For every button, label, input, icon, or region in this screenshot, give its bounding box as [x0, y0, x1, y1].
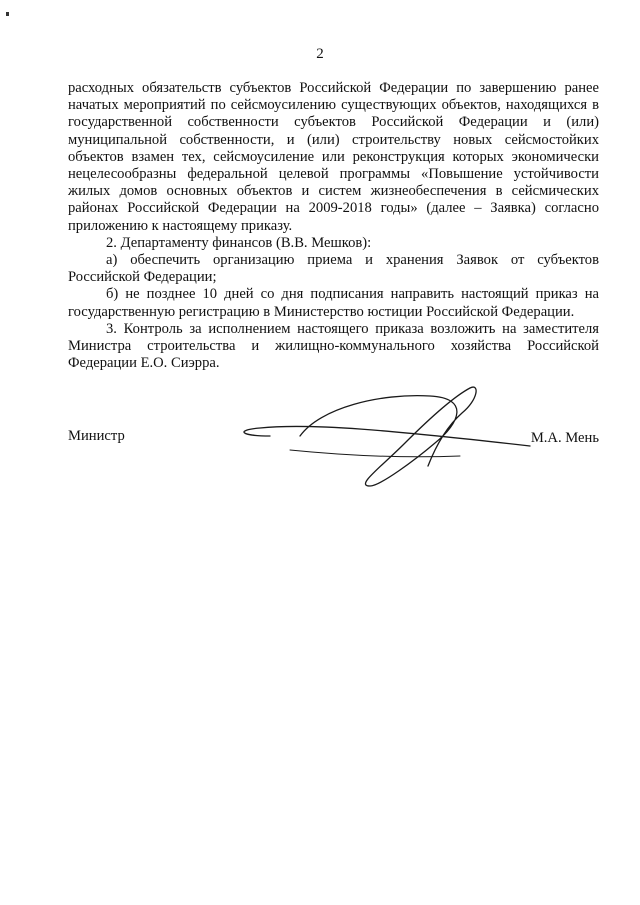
signer-title: Министр	[68, 428, 125, 444]
scan-mark	[6, 12, 9, 16]
paragraph-item-2b: б) не позднее 10 дней со дня подписания направить настоящий приказ на государственную регистрацию в Министерство юстиции Российской Федерации.	[68, 286, 599, 320]
signer-name: М.А. Мень	[530, 430, 599, 446]
paragraph-item-3: 3. Контроль за исполнением настоящего приказа возложить на заместителя Министра строительства и жилищно-коммунального хозяйства Российской Федерации Е.О. Сиэрра.	[68, 320, 599, 372]
paragraph-item-2: 2. Департаменту финансов (В.В. Мешков):	[106, 234, 372, 251]
handwritten-signature	[230, 378, 540, 493]
paragraph-continuation: расходных обязательств субъектов Российской Федерации по завершению ранее начатых мероприятий по сейсмоусилению существующих объектов, находящихся в государственной собственности субъектов Российской Федерации и (или) муниципальной собственности, и (или) строительству новых сейсмостойких объектов взамен тех, сейсмоусиление или реконструкция которых экономически нецелесообразны федеральной целевой программы «Повышение устойчивости жилых домов основных объектов и систем жизнеобеспечения в сейсмических районах Российской Федерации на 2009-2018 годы» (далее – Заявка) согласно приложению к настоящему приказу.	[68, 80, 599, 234]
page-number: 2	[316, 46, 324, 62]
document-body	[68, 80, 599, 372]
paragraph-item-2a: а) обеспечить организацию приема и хранения Заявок от субъектов Российской Федерации;	[68, 252, 599, 286]
